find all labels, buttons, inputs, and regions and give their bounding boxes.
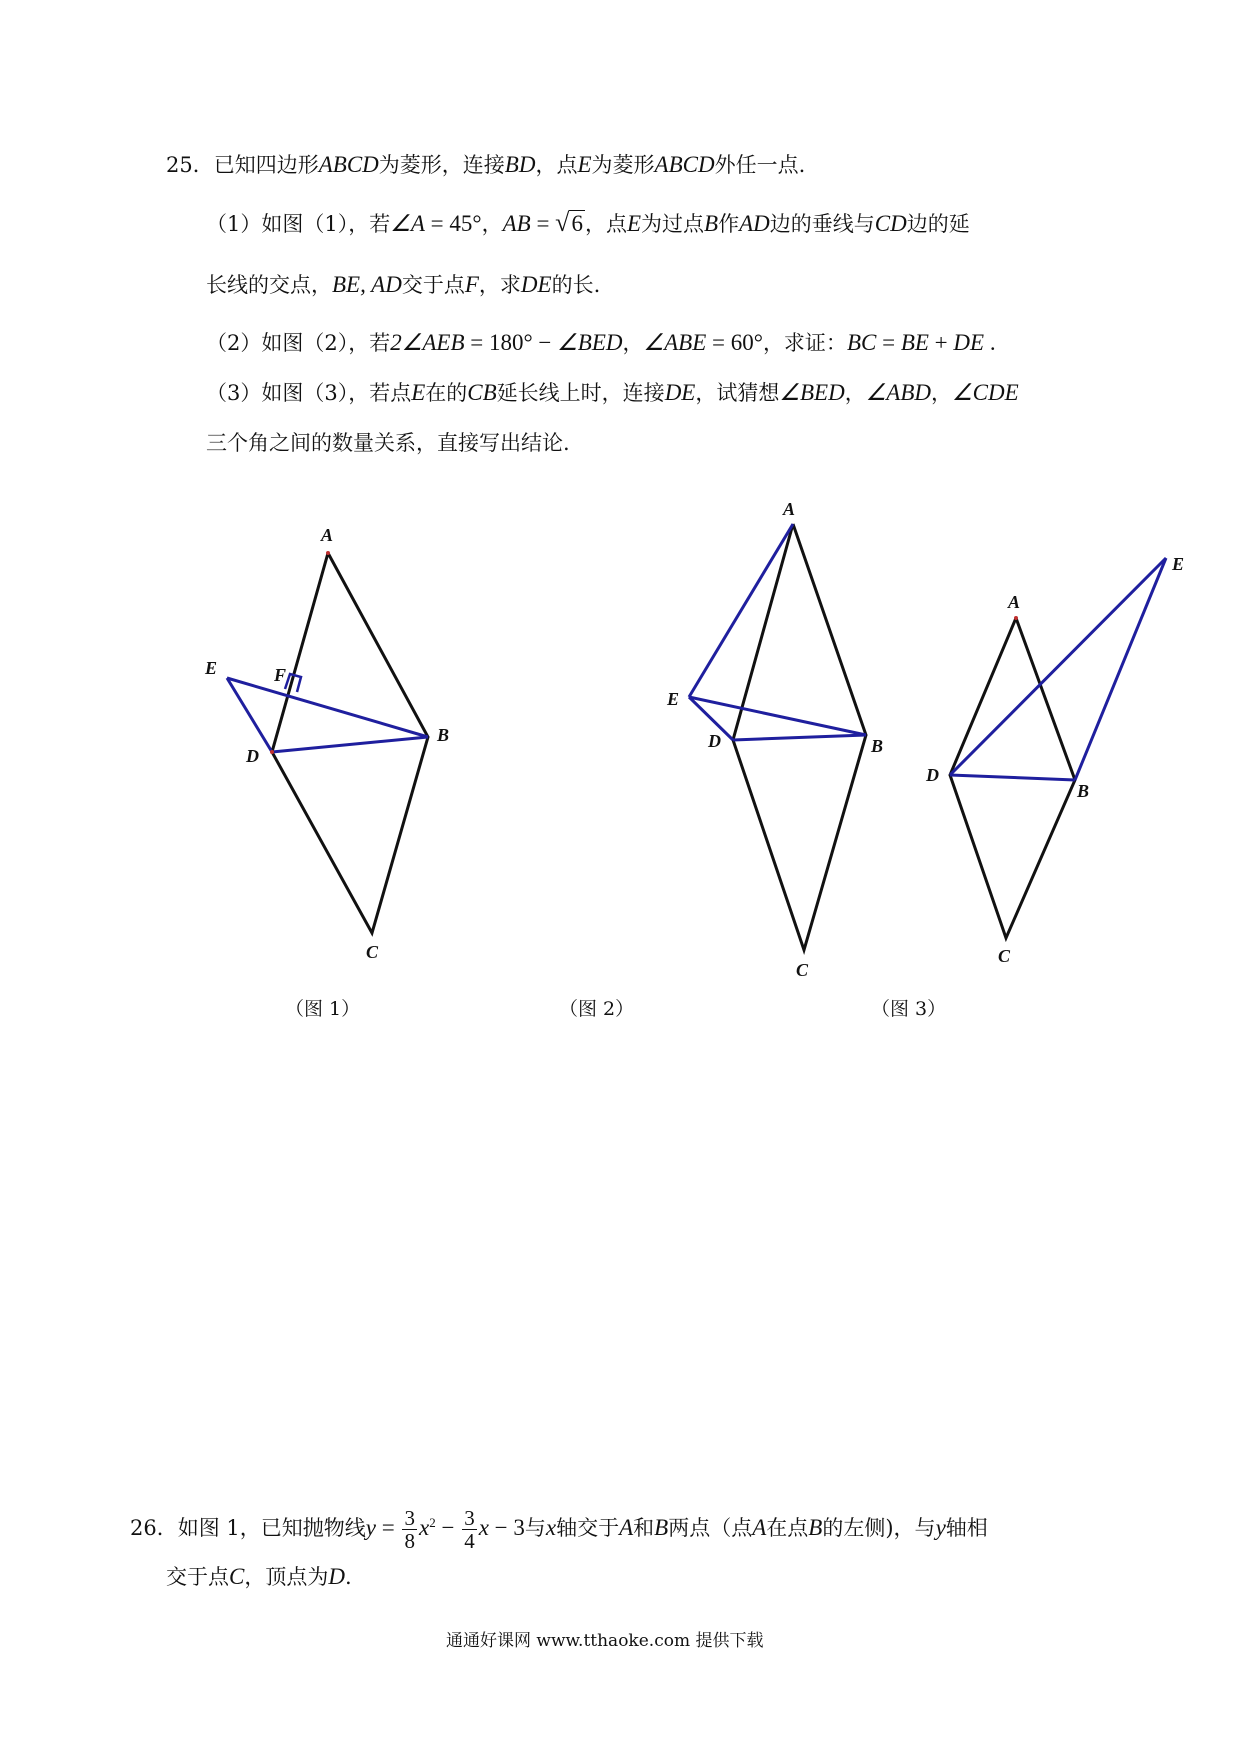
q26-c: C	[229, 1564, 245, 1589]
q26-a: A	[752, 1515, 767, 1540]
q25-eq: =	[530, 211, 556, 236]
q25-abcd: ABCD	[654, 152, 715, 177]
q25-cb: CB	[467, 380, 497, 405]
q25-text: ，求	[478, 273, 521, 297]
q25-plus: +	[928, 330, 954, 355]
fraction-three-eighths	[402, 1507, 417, 1552]
q26-line1	[130, 1498, 988, 1553]
q26-minus: −	[435, 1515, 461, 1540]
q25-stem-text: 外任一点.	[714, 153, 806, 177]
q26-eq: =	[376, 1515, 401, 1540]
footer-source: 通通好课网 www.tthaoke.com 提供下载	[446, 1631, 764, 1651]
q26-text: 与	[524, 1516, 546, 1540]
figure-1	[204, 525, 449, 962]
q26-b: B	[654, 1515, 669, 1540]
label-f-1: F	[274, 665, 287, 685]
q25-60: = 60°	[706, 330, 763, 355]
figure-2	[666, 499, 883, 980]
segment-db-2	[733, 735, 866, 740]
sqrt-radicand: 6	[571, 211, 583, 236]
q26-text: 交于点	[166, 1565, 229, 1589]
q25-text: ，点	[584, 212, 627, 236]
segment-db-3	[950, 775, 1075, 780]
q25-abcd: ABCD	[318, 152, 379, 177]
caption-figure-2: （图 2）	[559, 998, 635, 1020]
point-a-1	[326, 551, 330, 555]
q26-text: 轴相	[945, 1516, 988, 1540]
q25-text: 为过点	[641, 212, 705, 236]
q25-part2-label: （2）如图（2），若	[206, 331, 391, 355]
q25-e: E	[577, 152, 592, 177]
figure-3	[925, 554, 1184, 966]
q25-text: 边的垂线与	[769, 212, 875, 236]
q25-comma: ，	[481, 212, 503, 236]
label-e-1: E	[205, 658, 218, 678]
label-d-3: D	[926, 765, 939, 785]
q25-comma: ，	[844, 381, 866, 405]
label-c-3: C	[998, 946, 1011, 966]
q25-stem-text: ，点	[535, 153, 578, 177]
q25-e: E	[626, 211, 642, 236]
q25-angle-aeb: 2∠AEB	[390, 330, 465, 355]
q25-angle-bed: ∠BED	[557, 330, 623, 355]
q25-comma: ，	[622, 331, 644, 355]
q26-b: B	[808, 1515, 823, 1540]
q26-y: y	[365, 1515, 376, 1540]
q25-number: 25．	[166, 153, 214, 177]
q25-f: F	[464, 272, 479, 297]
q25-prove: ，求证：	[762, 331, 847, 355]
label-a-1: A	[321, 525, 334, 545]
label-e-2: E	[667, 689, 680, 709]
segment-db-1	[272, 737, 428, 752]
q26-text: 和	[633, 1516, 655, 1540]
q26-text: ，顶点为	[244, 1565, 329, 1589]
q26-text: .	[344, 1565, 352, 1589]
q25-180: = 180° −	[464, 330, 558, 355]
segment-eb-2	[689, 697, 866, 735]
label-a-2: A	[783, 499, 796, 519]
label-b-1: B	[437, 725, 450, 745]
q25-text: 边的延	[906, 212, 970, 236]
q25-comma: ，	[931, 381, 953, 405]
q25-e: E	[411, 380, 426, 405]
label-d-1: D	[246, 746, 259, 766]
q25-cd: CD	[874, 211, 907, 236]
label-c-2: C	[796, 960, 809, 980]
q26-line2	[166, 1562, 352, 1592]
q26-text: 的左侧)，与	[822, 1516, 936, 1540]
q26-x: x	[418, 1515, 430, 1540]
caption-figure-1: （图 1）	[285, 998, 361, 1020]
q26-y-axis: y	[935, 1515, 946, 1540]
label-b-2: B	[871, 736, 884, 756]
q25-value-45: = 45°	[424, 211, 482, 236]
q25-ab: AB	[502, 211, 531, 236]
q26-number: 26．	[130, 1516, 178, 1540]
q25-bd: BD	[504, 152, 536, 177]
q25-ad: AD	[739, 211, 770, 236]
q26-text: 在点	[766, 1516, 809, 1540]
q25-part1-label: （1）如图（1），若	[206, 212, 391, 236]
q26-text: 两点（点	[668, 1516, 753, 1540]
q25-stem-text: 已知四边形	[213, 153, 319, 177]
q25-angle-cde: ∠CDE	[952, 380, 1019, 405]
point-d-1	[270, 750, 274, 754]
fraction-three-quarters	[462, 1507, 477, 1552]
segment-de-3	[950, 558, 1166, 775]
q25-stem-text: 为菱形	[591, 153, 655, 177]
sqrt-six: √6	[555, 208, 583, 237]
q25-be: BE	[900, 330, 929, 355]
q25-angle-abe: ∠ABE	[643, 330, 707, 355]
q25-text: 的长.	[551, 273, 601, 297]
fraction-denominator: 4	[464, 1529, 475, 1553]
q26-x-axis: x	[545, 1515, 557, 1540]
segment-ae-2	[689, 524, 793, 697]
q26-x: x	[478, 1515, 489, 1540]
q25-angle-abd: ∠ABD	[865, 380, 932, 405]
q25-period: .	[984, 330, 996, 355]
q25-eq: =	[876, 330, 901, 355]
fraction-numerator: 3	[404, 1506, 415, 1530]
q26-text: 轴交于	[556, 1516, 620, 1540]
q25-text: 交于点	[401, 273, 465, 297]
q25-de: DE	[953, 330, 985, 355]
q25-text: ，试猜想	[695, 381, 780, 405]
q25-bc: BC	[846, 330, 877, 355]
q25-angle-a: ∠A	[390, 211, 425, 236]
q26-d: D	[328, 1564, 345, 1589]
label-e-3: E	[1172, 554, 1185, 574]
q25-stem-text: 为菱形，连接	[378, 153, 505, 177]
q26-text: 如图 1，已知抛物线	[177, 1516, 366, 1540]
q26-a: A	[619, 1515, 634, 1540]
fraction-numerator: 3	[464, 1506, 475, 1530]
q25-text: 三个角之间的数量关系，直接写出结论.	[206, 431, 570, 455]
q25-text: 在的	[425, 381, 468, 405]
label-a-3: A	[1008, 592, 1021, 612]
q25-de: DE	[664, 380, 696, 405]
q26-constant: − 3	[488, 1515, 525, 1540]
fraction-denominator: 8	[404, 1529, 415, 1553]
q26-exponent: 2	[429, 1515, 436, 1530]
q25-part3-label: （3）如图（3），若点	[206, 381, 412, 405]
q25-text: 延长线上时，连接	[496, 381, 665, 405]
segment-be-3	[1075, 558, 1166, 780]
caption-figure-3: （图 3）	[871, 998, 947, 1020]
q25-angle-bed: ∠BED	[779, 380, 845, 405]
q25-b: B	[704, 211, 719, 236]
q25-de: DE	[520, 272, 552, 297]
q25-text: 作	[718, 212, 740, 236]
label-d-2: D	[708, 731, 721, 751]
point-a-3	[1014, 616, 1018, 620]
q25-text: 长线的交点，	[206, 273, 332, 297]
q25-be-ad: BE, AD	[332, 272, 402, 297]
label-b-3: B	[1077, 781, 1090, 801]
label-c-1: C	[366, 942, 379, 962]
